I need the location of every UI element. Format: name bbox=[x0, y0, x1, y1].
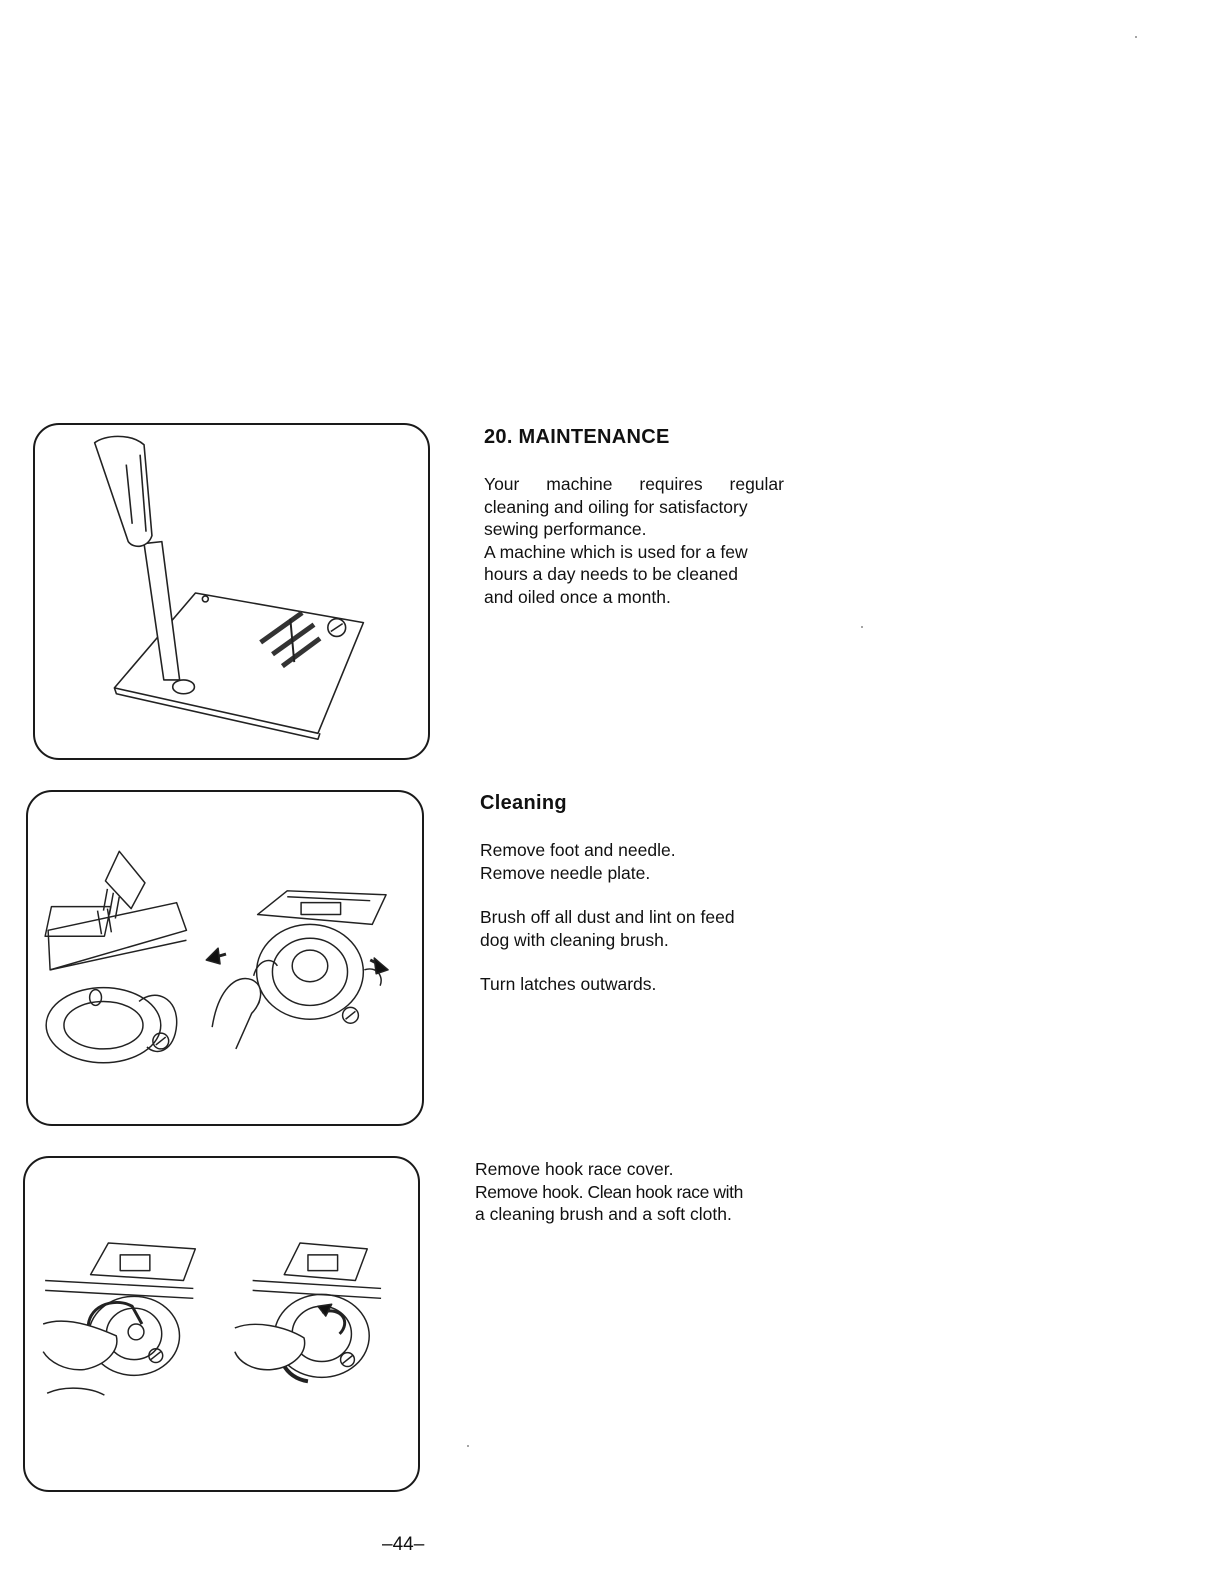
hook-line-3: a cleaning brush and a soft cloth. bbox=[475, 1204, 732, 1224]
hook-body bbox=[475, 1158, 775, 1226]
figure-cleaning-feed-dog bbox=[26, 790, 424, 1126]
cleaning-line-1: Remove foot and needle. bbox=[480, 840, 676, 860]
cleaning-brush-latches-illustration bbox=[28, 792, 422, 1124]
scan-speck bbox=[467, 1445, 469, 1447]
scan-speck bbox=[861, 626, 863, 628]
maintenance-line-5: hours a day needs to be cleaned bbox=[484, 564, 738, 584]
cleaning-line-3: Brush off all dust and lint on feed bbox=[480, 907, 735, 927]
maintenance-line-3: sewing performance. bbox=[484, 519, 647, 539]
scan-speck bbox=[1135, 36, 1137, 38]
maintenance-line-1: Your machine requires regular bbox=[484, 474, 784, 494]
maintenance-line-2: cleaning and oiling for satisfactory bbox=[484, 496, 748, 517]
heading-maintenance: 20. MAINTENANCE bbox=[484, 426, 670, 448]
screwdriver-plate-illustration bbox=[35, 425, 428, 758]
maintenance-body bbox=[484, 473, 784, 608]
figure-hook-removal bbox=[23, 1156, 420, 1492]
cleaning-line-5: Turn latches outwards. bbox=[480, 974, 657, 994]
maintenance-line-6: and oiled once a month. bbox=[484, 586, 671, 607]
heading-cleaning: Cleaning bbox=[480, 792, 567, 814]
cleaning-line-4: dog with cleaning brush. bbox=[480, 929, 669, 950]
hook-line-2: Remove hook. Clean hook race with bbox=[475, 1181, 743, 1202]
page-number: –44– bbox=[382, 1534, 425, 1555]
hook-line-1: Remove hook race cover. bbox=[475, 1159, 674, 1179]
cleaning-line-2: Remove needle plate. bbox=[480, 862, 651, 883]
maintenance-line-4: A machine which is used for a few bbox=[484, 541, 748, 562]
hook-race-removal-illustration bbox=[25, 1158, 418, 1490]
cleaning-body bbox=[480, 839, 780, 996]
figure-needle-plate-removal bbox=[33, 423, 430, 760]
